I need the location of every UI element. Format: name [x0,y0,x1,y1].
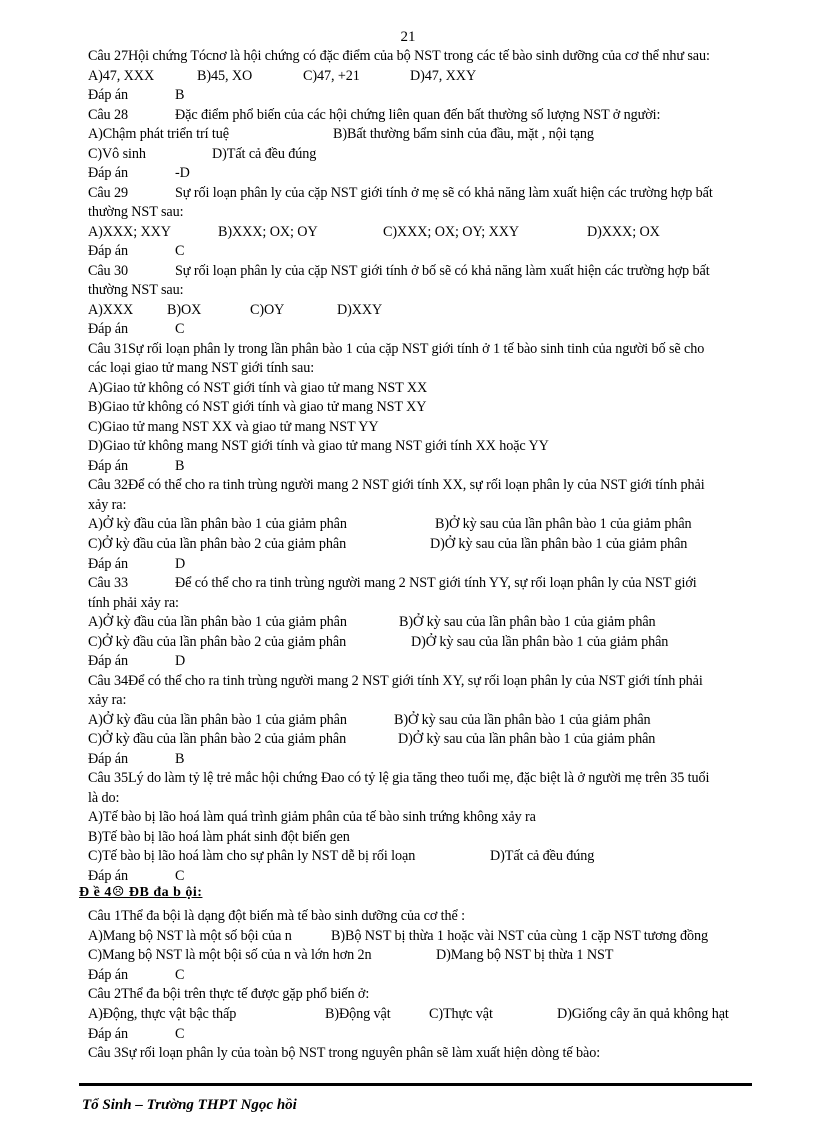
text-line: Câu 32Để có thể cho ra tinh trùng người mang 2 NST giới tính XX, sự rối loạn phân ly của NST giới tính phải [88,477,705,494]
text-segment: Câu 30 [88,262,128,279]
text-segment: C)Ở kỳ đầu của lần phân bào 2 của giảm phân [88,731,347,748]
text-segment: A)Chậm phát triển trí tuệ [88,126,229,143]
text-segment: Sự rối loạn phân ly của cặp NST giới tính ở mẹ sẽ có khả năng làm xuất hiện các trường hợp bất [175,184,713,201]
text-segment: A)Mang bộ NST là một số bội của n [88,927,292,944]
text-segment: D)Tất cả đều đúng [212,145,317,162]
text-segment: D [175,555,186,572]
text-segment: -D [175,165,190,182]
text-segment: D)Tất cả đều đúng [490,848,595,865]
text-segment: B)OX [167,301,202,318]
text-segment: Câu 33 [88,575,128,592]
text-segment: Sự rối loạn phân ly của cặp NST giới tính ở bố sẽ có khả năng làm xuất hiện các trường hợp bất [175,262,710,279]
text-line: thường NST sau: [88,282,184,299]
text-line: các loại giao tử mang NST giới tính sau: [88,360,315,377]
text-segment: D)47, XXY [410,67,477,84]
text-segment: B)Bộ NST bị thừa 1 hoặc vài NST của cùng 1 cặp NST tương đồng [331,927,708,944]
text-line: Câu 3Sự rối loạn phân ly của toàn bộ NST trong nguyên phân sẽ làm xuất hiện dòng tế bào: [88,1045,601,1062]
text-segment: A)Động, thực vật bậc thấp [88,1006,237,1022]
text-segment: A)47, XXX [88,67,155,84]
text-line: D)Giao tử không mang NST giới tính và giao tử mang NST giới tính XX hoặc YY [88,438,549,455]
text-segment: D)Ở kỳ sau của lần phân bào 1 của giảm phân [411,633,669,650]
text-line: Câu 27Hội chứng Tócnơ là hội chứng có đặc điểm của bộ NST trong các tế bào sinh dưỡng của cơ thể như sau: [88,48,710,64]
text-segment: Câu 28 [88,106,128,123]
text-segment: C)XXX; OX; OY; XXY [383,223,520,240]
text-segment: Đáp án [88,966,128,983]
text-segment: D)Ở kỳ sau của lần phân bào 1 của giảm phân [430,536,688,552]
text-segment: C)Ở kỳ đầu của lần phân bào 2 của giảm phân [88,536,347,552]
text-segment: C [175,867,185,884]
text-segment: C)OY [250,301,285,318]
text-line: Câu 34Để có thể cho ra tinh trùng người mang 2 NST giới tính XY, sự rối loạn phân ly của NST giới tính phải [88,672,703,689]
text-segment: A)Ở kỳ đầu của lần phân bào 1 của giảm phân [88,614,347,631]
text-segment: Đáp án [88,165,128,182]
text-segment: B)45, XO [197,67,253,84]
text-segment: B)Ở kỳ sau của lần phân bào 1 của giảm phân [435,516,692,533]
text-segment: Đáp án [88,321,128,338]
text-line: Câu 31Sự rối loạn phân ly trong lần phân bào 1 của cặp NST giới tính ở 1 tế bào sinh tinh của người bố sẽ cho [88,340,705,357]
text-segment: B [175,750,185,767]
text-line: thường NST sau: [88,204,184,221]
text-segment: A)XXX; XXY [88,223,171,240]
footer-rule [79,1083,752,1086]
text-segment: B [175,457,185,474]
text-segment: C [175,966,185,983]
text-line: là do: [88,789,120,806]
text-segment: C [175,243,185,260]
text-segment: C)Ở kỳ đầu của lần phân bào 2 của giảm phân [88,633,347,650]
text-segment: Đáp án [88,457,128,474]
text-segment: A)Ở kỳ đầu của lần phân bào 1 của giảm phân [88,516,347,533]
text-segment: Câu 29 [88,184,128,201]
text-line: tính phải xảy ra: [88,594,179,611]
text-line: xảy ra: [88,496,127,513]
text-segment: Đáp án [88,87,128,104]
text-segment: Đáp án [88,750,128,767]
text-line: xảy ra: [88,692,127,709]
text-line: B)Giao tử không có NST giới tính và giao tử mang NST XY [88,399,427,416]
text-segment: B)Bất thường bẩm sinh của đầu, mặt , nội tạng [333,126,594,143]
text-line: B)Tế bào bị lão hoá làm phát sinh đột biến gen [88,828,350,845]
text-line: C)Giao tử mang NST XX và giao tử mang NST YY [88,418,379,435]
text-segment: D)Giống cây ăn quả không hạt [557,1006,729,1022]
text-segment: B)Động vật [325,1006,391,1022]
text-segment: D [175,653,186,670]
text-segment: C)47, +21 [303,67,360,84]
text-segment: B [175,87,185,104]
text-segment: Đáp án [88,1025,128,1042]
text-segment: Đáp án [88,867,128,884]
text-segment: Đáp án [88,555,128,572]
text-segment: B)Ở kỳ sau của lần phân bào 1 của giảm phân [394,711,651,728]
text-segment: Đáp án [88,243,128,260]
text-segment: D)XXX; OX [587,223,660,240]
text-line: A)Tế bào bị lão hoá làm quá trình giảm phân của tế bào sinh trứng không xảy ra [88,809,536,826]
text-segment: C)Thực vật [429,1006,493,1022]
section-heading: Đ ề 4☹ ĐB đa b ội: [79,885,203,900]
text-segment: Để có thể cho ra tinh trùng người mang 2 NST giới tính YY, sự rối loạn phân ly của NST giới [175,575,697,592]
page-number: 21 [400,29,416,45]
text-segment: A)XXX [88,301,134,318]
text-segment: B)Ở kỳ sau của lần phân bào 1 của giảm phân [399,614,656,631]
text-segment: D)XXY [337,301,383,318]
text-segment: D)Mang bộ NST bị thừa 1 NST [436,947,614,964]
text-segment: C [175,321,185,338]
text-segment: C)Tế bào bị lão hoá làm cho sự phân ly NST dễ bị rối loạn [88,848,416,865]
text-segment: C [175,1025,185,1042]
text-line: Câu 35Lý do làm tỷ lệ trẻ mắc hội chứng Đao có tỷ lệ gia tăng theo tuổi mẹ, đặc biệt là ở người mẹ trên 35 tuổi [88,770,710,787]
text-segment: D)Ở kỳ sau của lần phân bào 1 của giảm phân [398,731,656,748]
text-line: A)Giao tử không có NST giới tính và giao tử mang NST XX [88,379,428,396]
footer-text: Tổ Sinh – Trường THPT Ngọc hồi [82,1097,297,1113]
text-segment: Đặc điểm phổ biến của các hội chứng liên quan đến bất thường số lượng NST ở người: [175,106,661,123]
text-segment: A)Ở kỳ đầu của lần phân bào 1 của giảm phân [88,711,347,728]
text-line: Câu 1Thể đa bội là dạng đột biến mà tế bào sinh dưỡng của cơ thể : [88,908,465,924]
text-segment: B)XXX; OX; OY [218,223,318,240]
text-segment: C)Mang bộ NST là một bội số của n và lớn hơn 2n [88,947,372,964]
text-line: Câu 2Thể đa bội trên thực tế được gặp phổ biến ở: [88,986,370,1003]
text-segment: Đáp án [88,653,128,670]
text-segment: C)Vô sinh [88,145,146,162]
